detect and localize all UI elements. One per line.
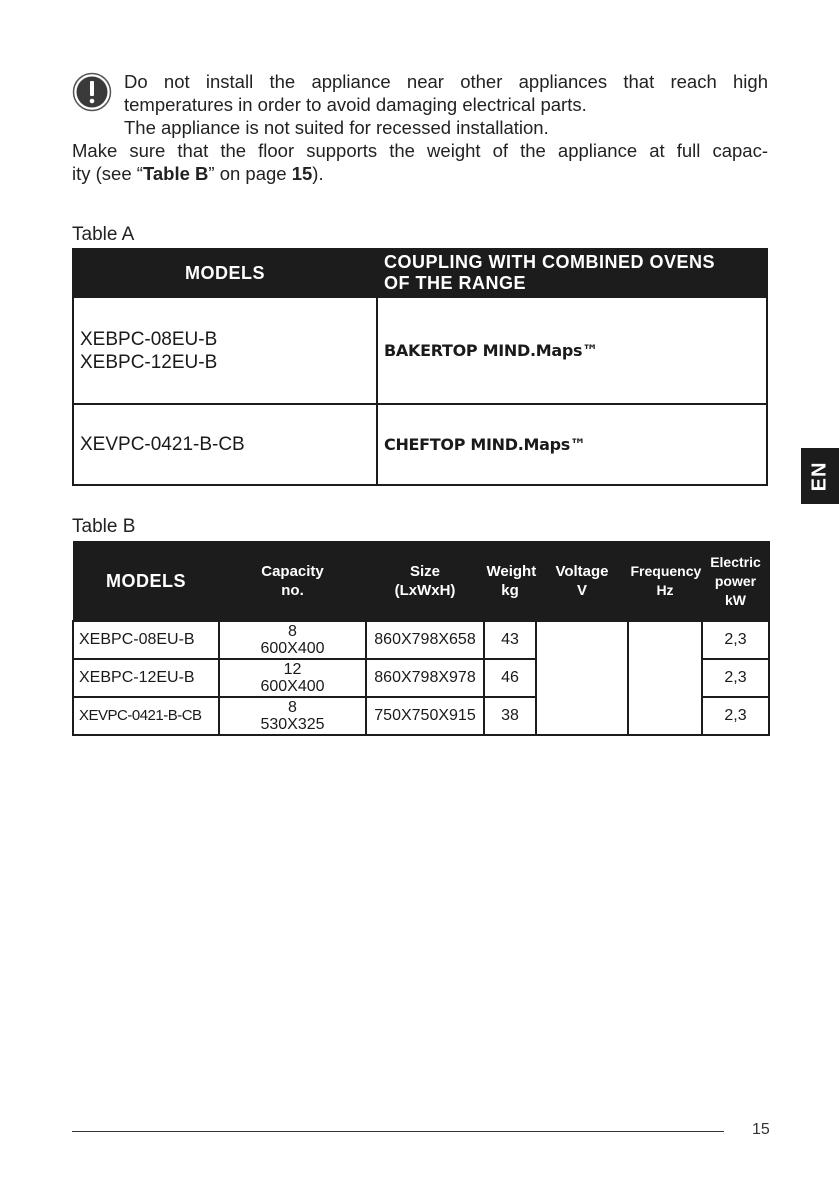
weight-cell: 46 — [484, 659, 536, 697]
table-a-coupling-cell: CHEFTOP MIND.Maps™ — [377, 404, 767, 485]
capacity-cell: 12 600X400 — [219, 659, 366, 697]
table-row — [73, 404, 767, 485]
floor-note-line-1: Make sure that the floor supports the weight of the appliance at full capac- — [72, 140, 768, 161]
model-cell: XEBPC-08EU-B — [73, 621, 219, 659]
warning-line-2: temperatures in order to avoid damaging electrical parts. — [124, 94, 587, 115]
size-cell: 750X750X915 — [366, 697, 484, 735]
page-number: 15 — [752, 1121, 770, 1138]
table-b-caption: Table B — [72, 516, 136, 537]
table-b-header-power: Electric power kW — [702, 542, 769, 622]
table-b-header-size: Size (LxWxH) — [366, 542, 484, 622]
table-row — [73, 297, 767, 404]
frequency-cell — [628, 621, 702, 735]
voltage-cell — [536, 621, 628, 735]
capacity-cell: 8 600X400 — [219, 621, 366, 659]
size-cell: 860X798X978 — [366, 659, 484, 697]
warning-line-3: The appliance is not suited for recessed installation. — [124, 117, 549, 138]
table-b-header-capacity: Capacity no. — [219, 542, 366, 622]
power-cell: 2,3 — [702, 659, 769, 697]
model-cell: XEVPC-0421-B-CB — [73, 697, 219, 735]
table-row — [73, 621, 769, 659]
footer-divider — [72, 1131, 724, 1132]
power-cell: 2,3 — [702, 621, 769, 659]
table-a-header-row — [73, 249, 767, 297]
table-a-caption: Table A — [72, 224, 135, 245]
capacity-cell: 8 530X325 — [219, 697, 366, 735]
weight-cell: 38 — [484, 697, 536, 735]
table-a-models-cell: XEBPC-08EU-B XEBPC-12EU-B — [73, 297, 377, 404]
table-b-header-voltage: Voltage V — [536, 542, 628, 622]
table-b-header-row — [73, 542, 769, 622]
table-a-models-cell: XEVPC-0421-B-CB — [73, 404, 377, 485]
power-cell: 2,3 — [702, 697, 769, 735]
table-b — [72, 541, 770, 736]
table-a-coupling-cell: BAKERTOP MIND.Maps™ — [377, 297, 767, 404]
warning-icon — [72, 72, 112, 112]
language-tab-label: EN — [808, 461, 831, 491]
model-cell: XEBPC-12EU-B — [73, 659, 219, 697]
size-cell: 860X798X658 — [366, 621, 484, 659]
weight-cell: 43 — [484, 621, 536, 659]
table-b-header-models: MODELS — [73, 542, 219, 622]
table-a-header-models: MODELS — [73, 249, 377, 297]
warning-line-1: Do not install the appliance near other appliances that reach high — [124, 71, 768, 92]
table-b-reference: Table B — [142, 163, 209, 184]
language-tab — [801, 448, 839, 504]
table-b-header-weight: Weight kg — [484, 542, 536, 622]
floor-note-line-2: ity (see “Table B” on page 15). — [72, 163, 324, 184]
table-a — [72, 248, 768, 486]
page-reference: 15 — [291, 163, 313, 184]
table-b-header-frequency: Frequency Hz — [628, 542, 702, 622]
table-a-header-coupling: COUPLING WITH COMBINED OVENS OF THE RANGE — [377, 249, 767, 297]
